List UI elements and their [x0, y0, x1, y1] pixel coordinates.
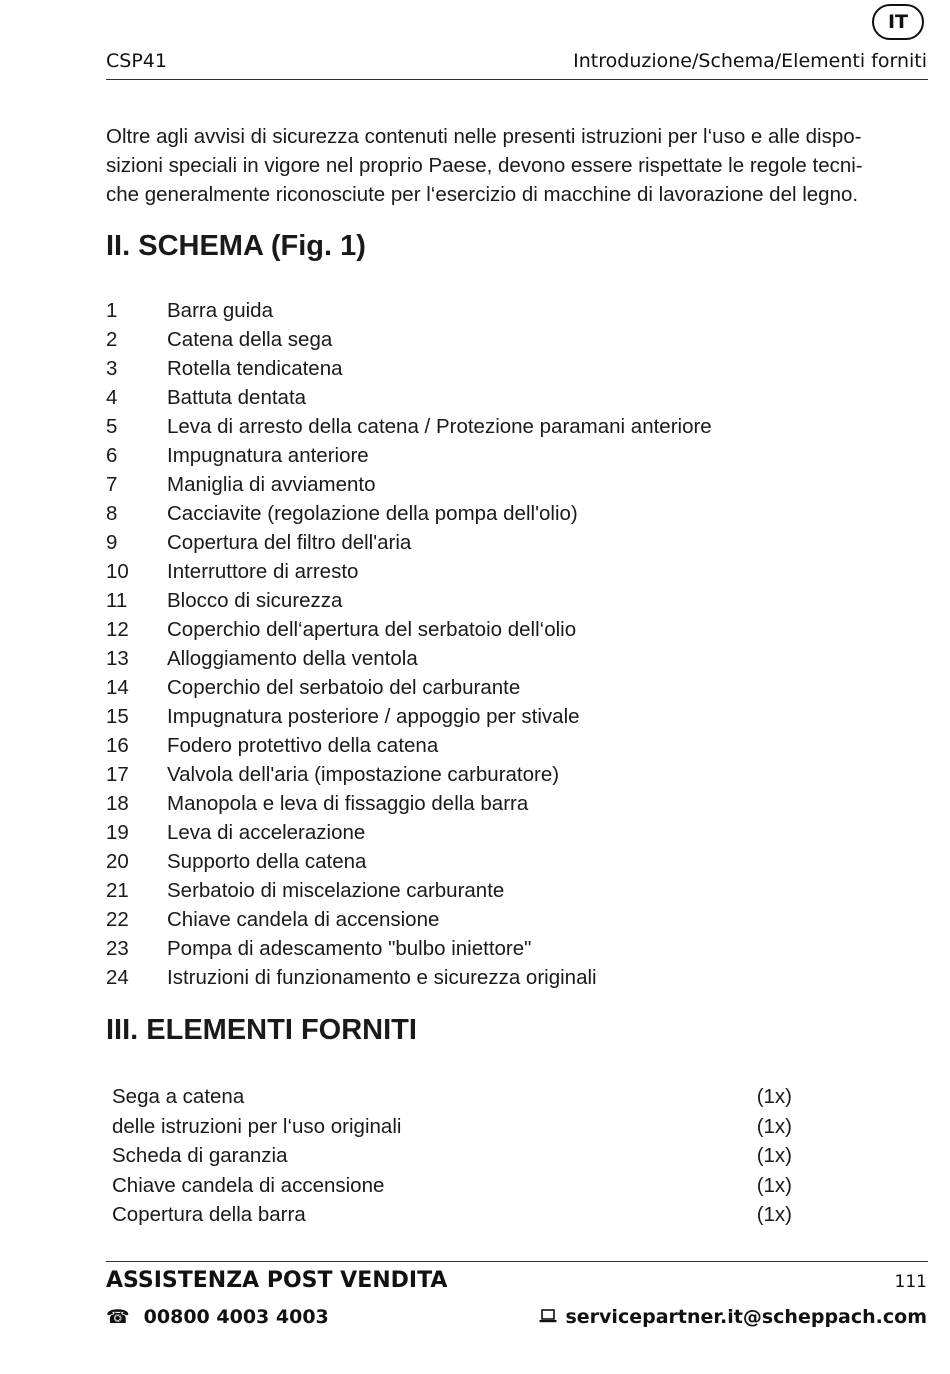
email-address: servicepartner.it@scheppach.com	[565, 1306, 927, 1328]
schema-item	[106, 586, 712, 615]
footer-divider	[106, 1261, 928, 1262]
schema-item	[106, 296, 712, 325]
schema-item	[106, 557, 712, 586]
schema-item-number: 19	[106, 821, 129, 844]
schema-item-number: 16	[106, 734, 129, 757]
schema-item	[106, 789, 712, 818]
schema-list	[106, 296, 712, 992]
schema-item-label: Blocco di sicurezza	[167, 589, 343, 612]
schema-item-label: Cacciavite (regolazione della pompa dell'olio)	[167, 502, 578, 525]
schema-item-number: 24	[106, 966, 129, 989]
schema-item-label: Maniglia di avviamento	[167, 473, 376, 496]
schema-item-number: 17	[106, 763, 129, 786]
footer-phone	[106, 1306, 329, 1328]
supplied-item-name: delle istruzioni per l‘uso originali	[112, 1114, 402, 1138]
schema-item-number: 7	[106, 473, 118, 496]
schema-item	[106, 847, 712, 876]
schema-item	[106, 760, 712, 789]
schema-item	[106, 731, 712, 760]
schema-item-label: Fodero protettivo della catena	[167, 734, 439, 757]
schema-item-number: 23	[106, 937, 129, 960]
schema-item-label: Coperchio del serbatoio del carburante	[167, 676, 521, 699]
schema-item-label: Manopola e leva di fissaggio della barra	[167, 792, 529, 815]
schema-item	[106, 615, 712, 644]
section-title: Introduzione/Schema/Elementi forniti	[573, 50, 927, 72]
schema-item-label: Leva di arresto della catena / Protezione paramani anteriore	[167, 415, 712, 438]
schema-item-label: Interruttore di arresto	[167, 560, 359, 583]
header-divider	[106, 79, 928, 80]
supplied-item-name: Copertura della barra	[112, 1203, 306, 1226]
schema-item	[106, 934, 712, 963]
supplied-item-quantity: (1x)	[756, 1203, 792, 1226]
supplied-item-quantity: (1x)	[756, 1114, 792, 1138]
schema-item-label: Barra guida	[167, 299, 273, 322]
supplied-heading: III. ELEMENTI FORNITI	[106, 1014, 417, 1046]
schema-item	[106, 470, 712, 499]
schema-item	[106, 528, 712, 557]
schema-item	[106, 383, 712, 412]
schema-item-label: Pompa di adescamento "bulbo iniettore"	[167, 937, 532, 960]
schema-item-number: 11	[106, 589, 128, 612]
schema-item-label: Battuta dentata	[167, 386, 307, 409]
schema-item-number: 21	[106, 879, 129, 902]
schema-item-number: 4	[106, 386, 118, 409]
supplied-item-quantity: (1x)	[756, 1085, 792, 1108]
supplied-item-row	[112, 1082, 792, 1112]
schema-item-number: 3	[106, 357, 118, 380]
schema-item-number: 6	[106, 444, 118, 467]
schema-item-number: 12	[106, 618, 129, 641]
supplied-item-row	[112, 1141, 792, 1171]
schema-item	[106, 876, 712, 905]
schema-item	[106, 499, 712, 528]
schema-item-number: 18	[106, 792, 129, 815]
intro-line: che generalmente riconosciute per l‘esercizio di macchine di lavorazione del legno.	[106, 183, 859, 206]
schema-item-number: 13	[106, 647, 129, 670]
schema-item-number: 5	[106, 415, 118, 438]
schema-item	[106, 354, 712, 383]
supplied-item-row	[112, 1112, 792, 1142]
schema-item-number: 10	[106, 560, 129, 583]
schema-item-label: Valvola dell'aria (impostazione carburatore)	[167, 763, 560, 786]
schema-item-label: Catena della sega	[167, 328, 333, 351]
schema-item-number: 8	[106, 502, 118, 525]
phone-number: 00800 4003 4003	[143, 1306, 329, 1328]
schema-heading: II. SCHEMA (Fig. 1)	[106, 230, 366, 262]
schema-item	[106, 963, 712, 992]
telephone-icon: ☎	[106, 1306, 130, 1328]
language-badge: IT	[872, 4, 924, 40]
schema-item-label: Chiave candela di accensione	[167, 908, 440, 931]
intro-line: Oltre agli avvisi di sicurezza contenuti nelle presenti istruzioni per l‘uso e alle dispo-	[106, 125, 862, 148]
schema-item	[106, 412, 712, 441]
page-number: 111	[894, 1272, 927, 1292]
footer-title: ASSISTENZA POST VENDITA	[106, 1268, 448, 1293]
schema-item-label: Leva di accelerazione	[167, 821, 366, 844]
model-name: CSP41	[106, 50, 167, 72]
schema-item-label: Copertura del filtro dell'aria	[167, 531, 412, 554]
supplied-items-table	[112, 1082, 792, 1230]
schema-item	[106, 325, 712, 354]
supplied-item-row	[112, 1171, 792, 1201]
schema-item-label: Alloggiamento della ventola	[167, 647, 418, 670]
supplied-item-quantity: (1x)	[756, 1173, 792, 1197]
laptop-icon	[539, 1306, 557, 1328]
supplied-item-row	[112, 1200, 792, 1230]
schema-item-label: Supporto della catena	[167, 850, 367, 873]
schema-item	[106, 905, 712, 934]
schema-item-label: Istruzioni di funzionamento e sicurezza originali	[167, 966, 597, 989]
schema-item-label: Coperchio dell‘apertura del serbatoio dell‘olio	[167, 618, 577, 641]
intro-line: sizioni speciali in vigore nel proprio Paese, devono essere rispettate le regole tecni-	[106, 154, 863, 177]
schema-item-number: 22	[106, 908, 129, 931]
schema-item-number: 15	[106, 705, 129, 728]
schema-item	[106, 441, 712, 470]
schema-item-number: 9	[106, 531, 118, 554]
schema-item-number: 20	[106, 850, 129, 873]
schema-item	[106, 644, 712, 673]
supplied-item-name: Chiave candela di accensione	[112, 1173, 385, 1197]
supplied-item-quantity: (1x)	[756, 1144, 792, 1167]
schema-item-label: Rotella tendicatena	[167, 357, 343, 380]
supplied-item-name: Sega a catena	[112, 1085, 245, 1108]
supplied-item-name: Scheda di garanzia	[112, 1144, 288, 1167]
intro-paragraph	[106, 122, 928, 209]
schema-item	[106, 818, 712, 847]
schema-item	[106, 673, 712, 702]
schema-item-label: Serbatoio di miscelazione carburante	[167, 879, 505, 902]
schema-item-number: 2	[106, 328, 118, 351]
schema-item-label: Impugnatura posteriore / appoggio per stivale	[167, 705, 580, 728]
schema-item	[106, 702, 712, 731]
schema-item-number: 14	[106, 676, 129, 699]
schema-item-label: Impugnatura anteriore	[167, 444, 369, 467]
schema-item-number: 1	[106, 299, 118, 322]
footer-email	[539, 1306, 927, 1328]
